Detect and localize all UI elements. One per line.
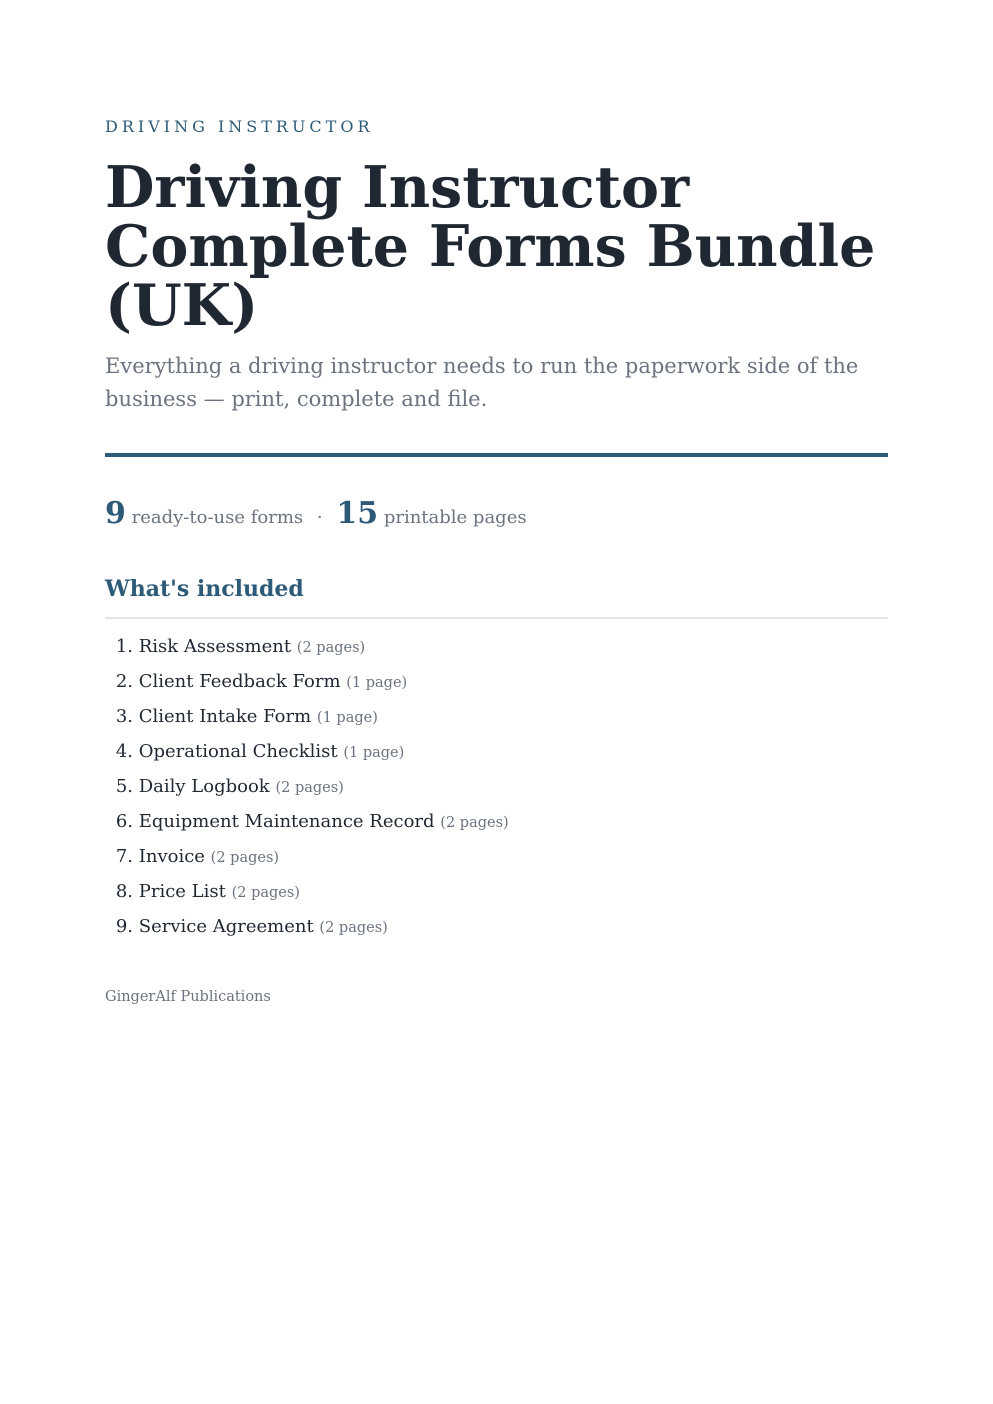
- document-title: Driving Instructor Complete Forms Bundle (UK): [105, 154, 876, 339]
- item-number: 8.: [115, 881, 133, 902]
- item-number: 1.: [115, 636, 133, 657]
- item-number: 7.: [115, 846, 133, 867]
- item-name: Price List: [138, 881, 226, 902]
- item-pages: (2 pages): [440, 815, 509, 831]
- list-item: [105, 879, 509, 914]
- item-name: Operational Checklist: [138, 741, 338, 762]
- category-eyebrow: DRIVING INSTRUCTOR: [105, 117, 374, 136]
- list-item: [105, 669, 509, 704]
- pages-count: 15: [336, 496, 379, 531]
- item-number: 3.: [115, 706, 133, 727]
- list-item: [105, 914, 509, 949]
- item-name: Risk Assessment: [138, 636, 292, 657]
- header-divider: [105, 453, 888, 457]
- item-pages: (2 pages): [231, 885, 300, 901]
- item-name: Service Agreement: [138, 916, 314, 937]
- pages-count-label: printable pages: [383, 507, 527, 528]
- publisher-footer: GingerAlf Publications: [105, 989, 271, 1005]
- item-name: Client Intake Form: [138, 706, 312, 727]
- list-item: [105, 844, 509, 879]
- bundle-stats: [105, 496, 527, 531]
- document-subtitle: Everything a driving instructor needs to run the paperwork side of the business — print, complete and file.: [105, 354, 859, 411]
- forms-count: 9: [105, 496, 126, 531]
- item-name: Daily Logbook: [138, 776, 270, 797]
- item-pages: (2 pages): [275, 780, 344, 796]
- item-name: Client Feedback Form: [138, 671, 341, 692]
- item-name: Invoice: [138, 846, 205, 867]
- item-pages: (2 pages): [210, 850, 280, 866]
- list-item: [105, 809, 509, 844]
- item-pages: (1 page): [343, 745, 405, 761]
- item-number: 2.: [115, 671, 133, 692]
- item-number: 9.: [115, 916, 133, 937]
- forms-list: [105, 634, 509, 949]
- list-item: [105, 704, 509, 739]
- list-item: [105, 634, 509, 669]
- item-pages: (2 pages): [319, 920, 388, 936]
- item-number: 4.: [115, 741, 133, 762]
- item-number: 5.: [115, 776, 133, 797]
- stats-separator: ·: [316, 507, 323, 528]
- item-pages: (1 page): [316, 710, 378, 726]
- forms-count-label: ready-to-use forms: [131, 507, 304, 528]
- list-item: [105, 739, 509, 774]
- item-pages: (2 pages): [296, 640, 366, 656]
- item-number: 6.: [115, 811, 133, 832]
- section-divider: [105, 617, 888, 619]
- item-name: Equipment Maintenance Record: [138, 811, 435, 832]
- item-pages: (1 page): [346, 675, 408, 691]
- list-item: [105, 774, 509, 809]
- included-heading: What's included: [105, 576, 304, 602]
